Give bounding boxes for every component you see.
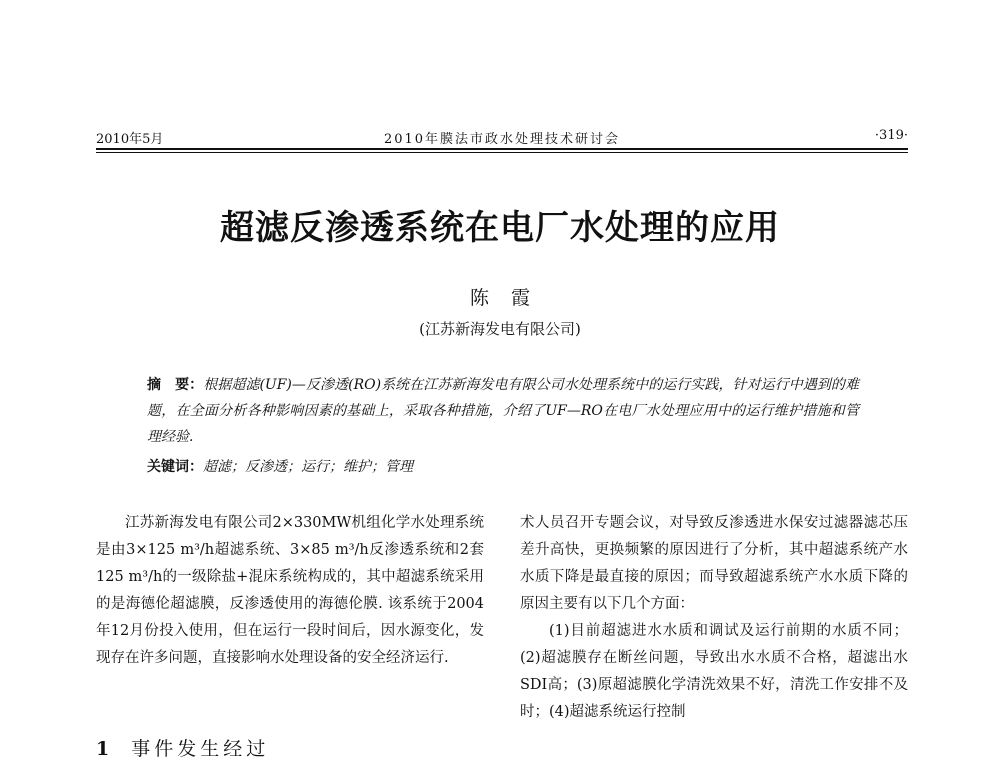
author: 陈霞	[469, 287, 552, 309]
body-paragraph: (1)目前超滤进水水质和调试及运行前期的水质不同；(2)超滤膜存在断丝问题，导致出水水质不合格，超滤出水SDI高；(3)原超滤膜化学清洗效果不好，清洗工作安排不及时；(4)超滤系统运行控制	[520, 623, 908, 720]
section-heading	[96, 734, 269, 761]
abstract	[147, 372, 859, 450]
header-rule-thin	[96, 152, 908, 153]
section-number: 1	[96, 738, 114, 760]
header-rule-thick	[96, 148, 908, 150]
running-header	[96, 128, 908, 148]
header-date: 2010年5月	[96, 132, 164, 147]
abstract-text: 根据超滤(UF)—反渗透(RO)系统在江苏新海发电有限公司水处理系统中的运行实践，针对运行中遇到的难题，在全面分析各种影响因素的基础上，采取各种措施，介绍了UF—RO在电厂水处理应用中的运行维护措施和管理经验.	[147, 377, 859, 445]
body-column-right	[520, 510, 908, 726]
keywords-text: 超滤；反渗透；运行；维护；管理	[203, 459, 413, 475]
keywords	[147, 454, 859, 480]
body-paragraph: 术人员召开专题会议，对导致反渗透进水保安过滤器滤芯压差升高快，更换频繁的原因进行了分析，其中超滤系统产水水质下降是最直接的原因；而导致超滤系统产水水质下降的原因主要有以下几个方面：	[520, 515, 908, 612]
affiliation: (江苏新海发电有限公司)	[419, 320, 581, 338]
header-page-number: ·319·	[874, 128, 908, 143]
paper-title: 超滤反渗透系统在电厂水处理的应用	[220, 208, 780, 248]
keywords-label: 关键词：	[147, 459, 203, 475]
section-title: 事件发生经过	[131, 738, 270, 760]
abstract-label: 摘 要：	[147, 377, 204, 393]
header-conference: 2010年膜法市政水处理技术研讨会	[383, 132, 621, 147]
body-paragraph: 江苏新海发电有限公司2×330MW机组化学水处理系统是由3×125 m³/h超滤系统、3×85 m³/h反渗透系统和2套125 m³/h的一级除盐+混床系统构成的，其中超滤系统采用的是海德伦超滤膜，反渗透使用的海德伦膜. 该系统于2004年12月份投入使用，但在运行一段时间后，因水源变化，发现存在许多问题，直接影响水处理设备的安全经济运行.	[96, 515, 484, 666]
body-column-left	[96, 510, 484, 672]
